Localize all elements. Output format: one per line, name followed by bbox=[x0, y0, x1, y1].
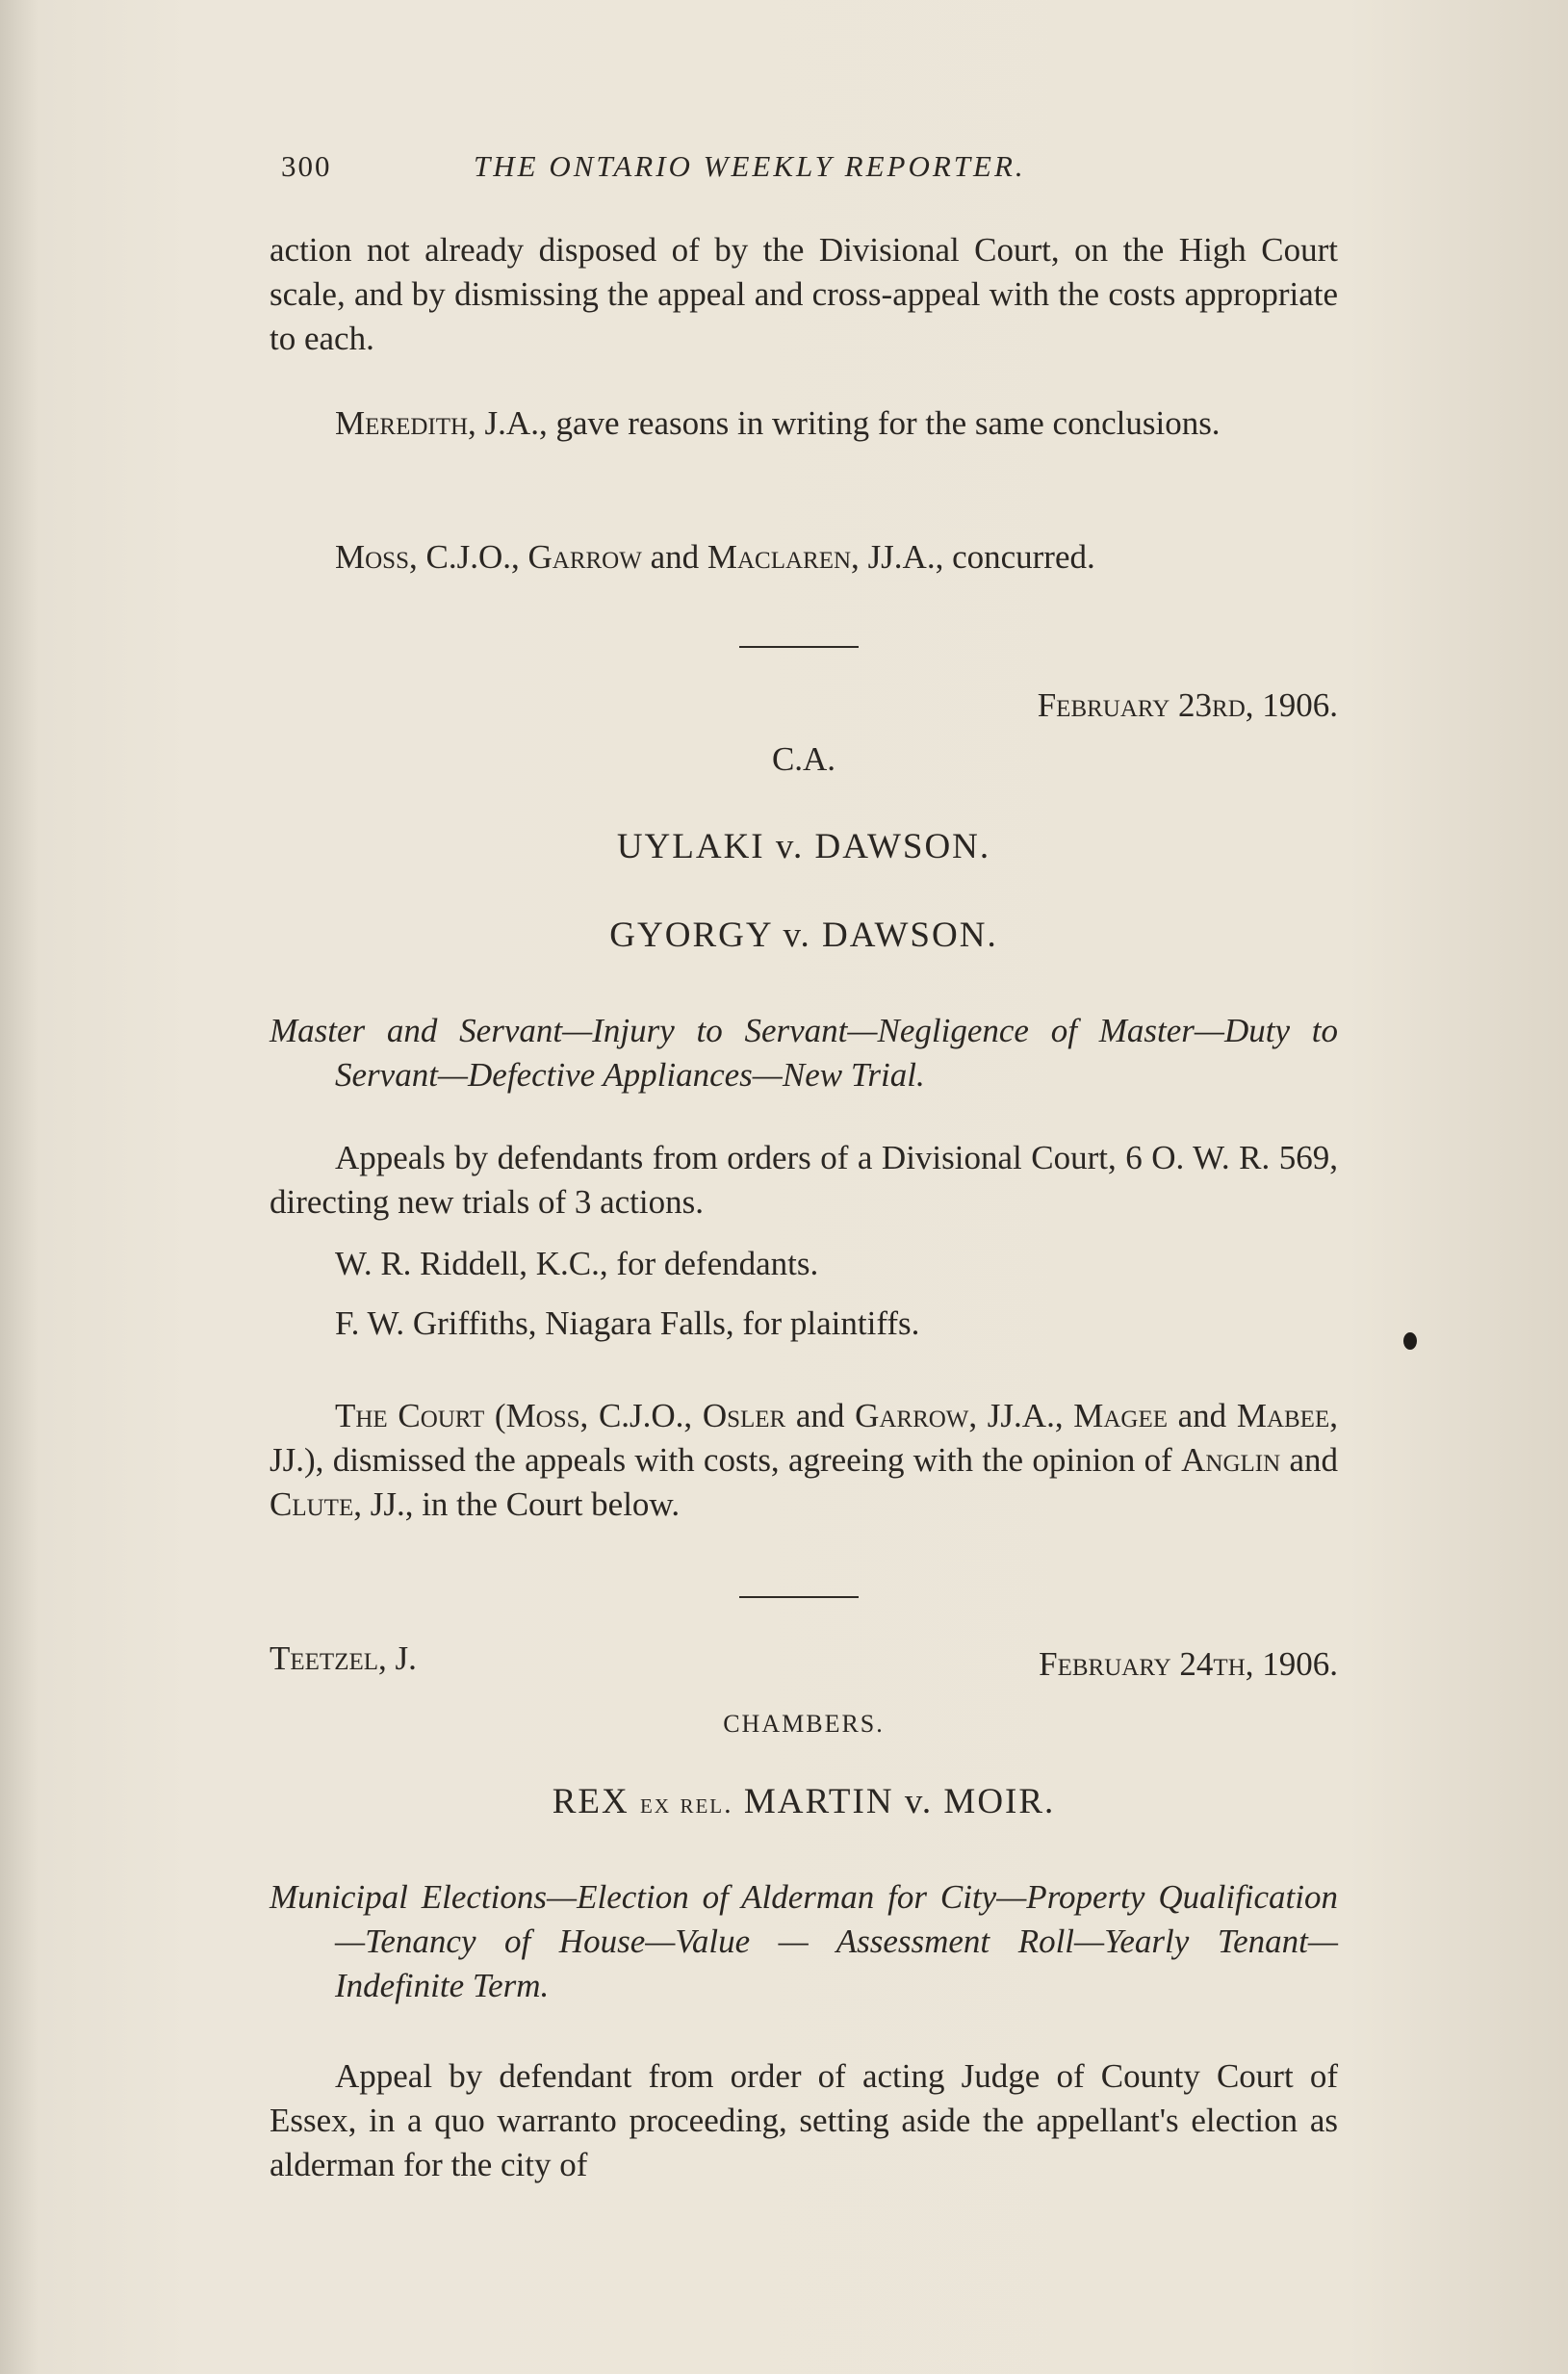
case2-title: REX ex rel. MARTIN v. MOIR. bbox=[552, 1782, 1056, 1821]
concurrence-paragraph: Moss, C.J.O., Garrow and Maclaren, JJ.A., concurred. bbox=[335, 538, 1095, 576]
case2-chambers: CHAMBERS. bbox=[723, 1710, 885, 1738]
case1-counsel-plaintiffs: F. W. Griffiths, Niagara Falls, for plaintiffs. bbox=[335, 1304, 920, 1342]
case1-judgment: The Court (Moss, C.J.O., Osler and Garrow, JJ.A., Magee and Mabee, JJ.), dismissed the appeals with costs, agreeing with the opinion of Anglin and Clute, JJ., in the Court below. bbox=[270, 1397, 1338, 1523]
case2-appeal: Appeal by defendant from order of acting Judge of County Court of Essex, in a quo warranto proceeding, setting aside the appellant's election as alderman for the city of bbox=[270, 2057, 1338, 2183]
case1-date: February 23rd, 1906. bbox=[1037, 686, 1338, 724]
page-number: 300 bbox=[281, 149, 332, 183]
case1-court: C.A. bbox=[771, 740, 836, 778]
case1-counsel-defendants: W. R. Riddell, K.C., for defendants. bbox=[335, 1245, 819, 1282]
meredith-paragraph: Meredith, J.A., gave reasons in writing for the same conclusions. bbox=[335, 404, 1221, 442]
judge-name: Meredith, J.A., bbox=[335, 404, 548, 442]
ink-speck bbox=[1403, 1332, 1417, 1350]
case1-title-2: GYORGY v. DAWSON. bbox=[609, 916, 998, 955]
continuation-paragraph: action not already disposed of by the Divisional Court, on the High Court scale, and by dismissing the appeal and cross-appeal with the costs appropriate to each. bbox=[270, 231, 1338, 357]
running-header bbox=[281, 149, 1340, 197]
case1-headnote: Master and Servant—Injury to Servant—Negligence of Master—Duty to Servant—Defective Appliances—New Trial. bbox=[270, 1012, 1338, 1094]
case1-title-1: UYLAKI v. DAWSON. bbox=[616, 827, 991, 866]
case2-headnote: Municipal Elections—Election of Alderman for City—Property Qualification—Tenancy of House—Value — Assessment Roll—Yearly Tenant—Indefinite Term. bbox=[270, 1878, 1338, 2004]
section-divider bbox=[739, 1596, 859, 1598]
case2-judge: Teetzel, J. bbox=[270, 1639, 417, 1677]
running-title: THE ONTARIO WEEKLY REPORTER. bbox=[474, 149, 1026, 183]
case2-date: February 24th, 1906. bbox=[1039, 1645, 1338, 1683]
case1-appeal: Appeals by defendants from orders of a Divisional Court, 6 O. W. R. 569, directing new trials of 3 actions. bbox=[270, 1139, 1338, 1221]
section-divider bbox=[739, 646, 859, 648]
